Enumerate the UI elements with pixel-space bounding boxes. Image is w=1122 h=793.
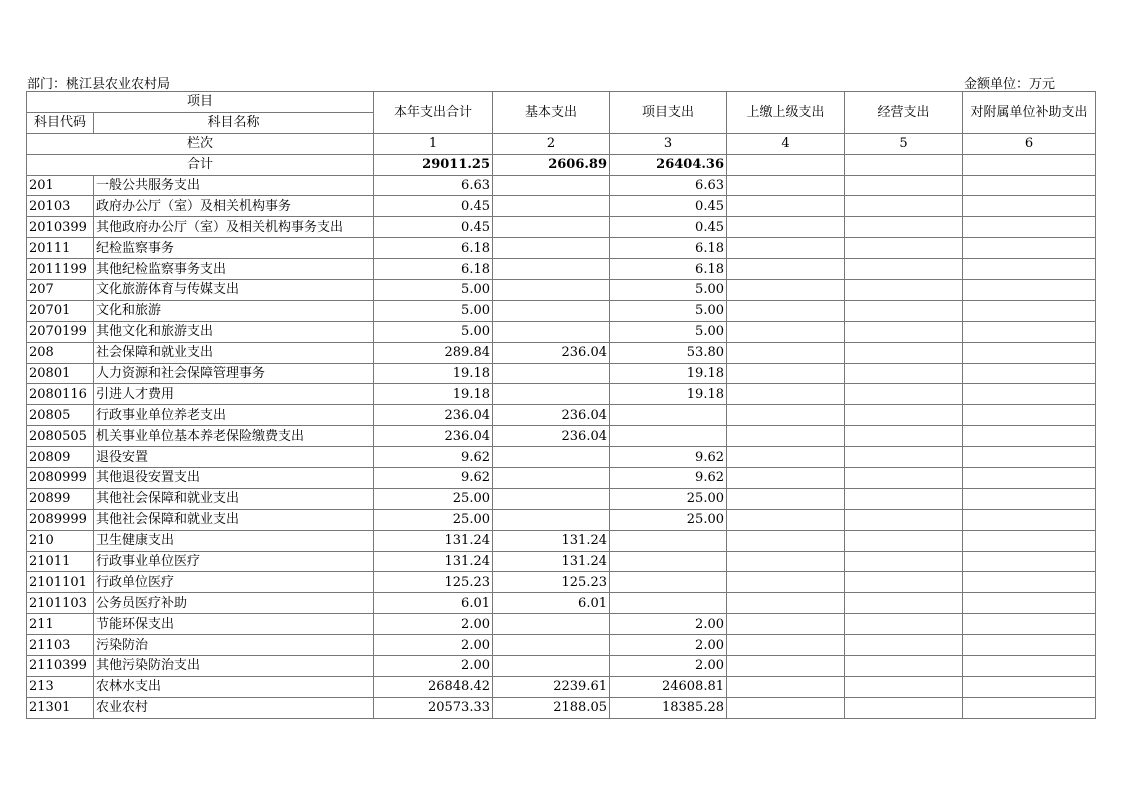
row-business bbox=[845, 342, 963, 363]
table-row bbox=[27, 676, 1096, 697]
table-row bbox=[27, 551, 1096, 572]
row-total: 5.00 bbox=[374, 280, 493, 301]
row-upper bbox=[727, 509, 845, 530]
row-basic bbox=[493, 280, 610, 301]
row-name: 其他政府办公厅（室）及相关机构事务支出 bbox=[94, 217, 374, 238]
row-project: 25.00 bbox=[610, 488, 727, 509]
row-code: 20805 bbox=[27, 405, 94, 426]
row-total: 6.18 bbox=[374, 238, 493, 259]
row-total: 0.45 bbox=[374, 196, 493, 217]
row-subsidy bbox=[963, 468, 1096, 489]
header-total: 本年支出合计 bbox=[374, 92, 493, 134]
header-row-1 bbox=[27, 92, 1096, 113]
row-business bbox=[845, 697, 963, 718]
row-subsidy bbox=[963, 196, 1096, 217]
row-code: 211 bbox=[27, 614, 94, 635]
table-row bbox=[27, 342, 1096, 363]
row-name: 其他文化和旅游支出 bbox=[94, 321, 374, 342]
row-subsidy bbox=[963, 530, 1096, 551]
row-name: 文化旅游体育与传媒支出 bbox=[94, 280, 374, 301]
header-name: 科目名称 bbox=[94, 112, 374, 133]
row-subsidy bbox=[963, 405, 1096, 426]
row-basic: 131.24 bbox=[493, 530, 610, 551]
table-row bbox=[27, 426, 1096, 447]
row-name: 引进人才费用 bbox=[94, 384, 374, 405]
row-code: 2101101 bbox=[27, 572, 94, 593]
row-project: 5.00 bbox=[610, 300, 727, 321]
row-business bbox=[845, 509, 963, 530]
row-business bbox=[845, 551, 963, 572]
row-project: 9.62 bbox=[610, 447, 727, 468]
expenditure-table bbox=[26, 91, 1096, 719]
row-business bbox=[845, 614, 963, 635]
row-upper bbox=[727, 593, 845, 614]
row-basic bbox=[493, 363, 610, 384]
row-name: 文化和旅游 bbox=[94, 300, 374, 321]
row-code: 2080505 bbox=[27, 426, 94, 447]
row-basic bbox=[493, 656, 610, 677]
row-basic bbox=[493, 196, 610, 217]
row-total: 19.18 bbox=[374, 363, 493, 384]
row-name: 一般公共服务支出 bbox=[94, 175, 374, 196]
row-code: 2089999 bbox=[27, 509, 94, 530]
row-basic: 2188.05 bbox=[493, 697, 610, 718]
row-code: 210 bbox=[27, 530, 94, 551]
row-total: 6.63 bbox=[374, 175, 493, 196]
table-row bbox=[27, 572, 1096, 593]
amount-unit-label: 金额单位：万元 bbox=[964, 77, 1056, 92]
row-basic: 236.04 bbox=[493, 342, 610, 363]
summary-row bbox=[27, 154, 1096, 175]
row-subsidy bbox=[963, 259, 1096, 280]
row-upper bbox=[727, 551, 845, 572]
row-code: 20899 bbox=[27, 488, 94, 509]
row-project: 2.00 bbox=[610, 635, 727, 656]
column-index-row bbox=[27, 133, 1096, 154]
row-project: 18385.28 bbox=[610, 697, 727, 718]
row-upper bbox=[727, 259, 845, 280]
row-business bbox=[845, 405, 963, 426]
row-basic bbox=[493, 468, 610, 489]
row-business bbox=[845, 196, 963, 217]
row-subsidy bbox=[963, 635, 1096, 656]
table-row bbox=[27, 238, 1096, 259]
row-business bbox=[845, 593, 963, 614]
row-code: 2010399 bbox=[27, 217, 94, 238]
row-subsidy bbox=[963, 509, 1096, 530]
row-business bbox=[845, 280, 963, 301]
row-basic bbox=[493, 635, 610, 656]
row-business bbox=[845, 321, 963, 342]
table-row bbox=[27, 321, 1096, 342]
row-business bbox=[845, 468, 963, 489]
row-name: 其他社会保障和就业支出 bbox=[94, 488, 374, 509]
row-subsidy bbox=[963, 697, 1096, 718]
summary-subsidy bbox=[963, 154, 1096, 175]
row-subsidy bbox=[963, 676, 1096, 697]
row-upper bbox=[727, 217, 845, 238]
row-business bbox=[845, 426, 963, 447]
row-subsidy bbox=[963, 342, 1096, 363]
row-name: 社会保障和就业支出 bbox=[94, 342, 374, 363]
row-total: 6.18 bbox=[374, 259, 493, 280]
row-upper bbox=[727, 656, 845, 677]
row-name: 污染防治 bbox=[94, 635, 374, 656]
row-name: 退役安置 bbox=[94, 447, 374, 468]
row-subsidy bbox=[963, 426, 1096, 447]
table-row bbox=[27, 384, 1096, 405]
row-business bbox=[845, 217, 963, 238]
summary-label: 合计 bbox=[27, 154, 374, 175]
row-subsidy bbox=[963, 363, 1096, 384]
row-name: 农业农村 bbox=[94, 697, 374, 718]
row-name: 其他污染防治支出 bbox=[94, 656, 374, 677]
row-business bbox=[845, 363, 963, 384]
row-upper bbox=[727, 426, 845, 447]
row-code: 21103 bbox=[27, 635, 94, 656]
row-subsidy bbox=[963, 447, 1096, 468]
row-total: 25.00 bbox=[374, 509, 493, 530]
row-subsidy bbox=[963, 593, 1096, 614]
row-business bbox=[845, 238, 963, 259]
summary-total: 29011.25 bbox=[374, 154, 493, 175]
row-basic: 2239.61 bbox=[493, 676, 610, 697]
row-basic bbox=[493, 509, 610, 530]
row-total: 131.24 bbox=[374, 530, 493, 551]
row-total: 25.00 bbox=[374, 488, 493, 509]
header-subsidy: 对附属单位补助支出 bbox=[963, 92, 1096, 134]
row-upper bbox=[727, 280, 845, 301]
row-name: 节能环保支出 bbox=[94, 614, 374, 635]
table-row bbox=[27, 405, 1096, 426]
row-project bbox=[610, 426, 727, 447]
table-row bbox=[27, 614, 1096, 635]
row-subsidy bbox=[963, 175, 1096, 196]
row-project: 6.63 bbox=[610, 175, 727, 196]
row-basic: 236.04 bbox=[493, 405, 610, 426]
row-code: 20701 bbox=[27, 300, 94, 321]
table-row bbox=[27, 447, 1096, 468]
row-code: 21301 bbox=[27, 697, 94, 718]
table-row bbox=[27, 697, 1096, 718]
row-upper bbox=[727, 363, 845, 384]
table-row bbox=[27, 530, 1096, 551]
row-subsidy bbox=[963, 217, 1096, 238]
summary-project: 26404.36 bbox=[610, 154, 727, 175]
row-code: 20801 bbox=[27, 363, 94, 384]
row-subsidy bbox=[963, 321, 1096, 342]
row-code: 2080999 bbox=[27, 468, 94, 489]
row-upper bbox=[727, 530, 845, 551]
table-row bbox=[27, 196, 1096, 217]
row-name: 其他社会保障和就业支出 bbox=[94, 509, 374, 530]
row-project: 19.18 bbox=[610, 384, 727, 405]
row-project bbox=[610, 530, 727, 551]
row-total: 289.84 bbox=[374, 342, 493, 363]
table-row bbox=[27, 217, 1096, 238]
row-total: 5.00 bbox=[374, 300, 493, 321]
column-index-1: 1 bbox=[374, 133, 493, 154]
row-total: 2.00 bbox=[374, 635, 493, 656]
row-business bbox=[845, 635, 963, 656]
row-subsidy bbox=[963, 238, 1096, 259]
row-upper bbox=[727, 405, 845, 426]
row-project: 2.00 bbox=[610, 656, 727, 677]
row-project: 0.45 bbox=[610, 196, 727, 217]
row-upper bbox=[727, 697, 845, 718]
row-upper bbox=[727, 447, 845, 468]
header-item: 项目 bbox=[27, 92, 374, 113]
row-project: 5.00 bbox=[610, 321, 727, 342]
column-index-6: 6 bbox=[963, 133, 1096, 154]
row-subsidy bbox=[963, 488, 1096, 509]
row-basic: 6.01 bbox=[493, 593, 610, 614]
row-upper bbox=[727, 196, 845, 217]
row-upper bbox=[727, 468, 845, 489]
row-upper bbox=[727, 384, 845, 405]
row-total: 5.00 bbox=[374, 321, 493, 342]
row-name: 行政事业单位医疗 bbox=[94, 551, 374, 572]
row-project: 2.00 bbox=[610, 614, 727, 635]
row-name: 农林水支出 bbox=[94, 676, 374, 697]
row-code: 20111 bbox=[27, 238, 94, 259]
row-total: 9.62 bbox=[374, 468, 493, 489]
header-upper: 上缴上级支出 bbox=[727, 92, 845, 134]
row-upper bbox=[727, 572, 845, 593]
row-subsidy bbox=[963, 572, 1096, 593]
row-total: 26848.42 bbox=[374, 676, 493, 697]
row-code: 2011199 bbox=[27, 259, 94, 280]
column-index-label: 栏次 bbox=[27, 133, 374, 154]
row-name: 卫生健康支出 bbox=[94, 530, 374, 551]
row-project: 25.00 bbox=[610, 509, 727, 530]
table-row bbox=[27, 593, 1096, 614]
table-row bbox=[27, 363, 1096, 384]
row-code: 21011 bbox=[27, 551, 94, 572]
row-business bbox=[845, 488, 963, 509]
row-name: 行政事业单位养老支出 bbox=[94, 405, 374, 426]
row-basic bbox=[493, 614, 610, 635]
row-basic bbox=[493, 175, 610, 196]
header-business: 经营支出 bbox=[845, 92, 963, 134]
row-code: 20809 bbox=[27, 447, 94, 468]
row-project bbox=[610, 593, 727, 614]
row-business bbox=[845, 676, 963, 697]
table-body bbox=[27, 92, 1096, 719]
row-name: 公务员医疗补助 bbox=[94, 593, 374, 614]
row-project: 6.18 bbox=[610, 259, 727, 280]
row-code: 2101103 bbox=[27, 593, 94, 614]
row-code: 2070199 bbox=[27, 321, 94, 342]
table-row bbox=[27, 468, 1096, 489]
row-basic bbox=[493, 488, 610, 509]
row-basic: 131.24 bbox=[493, 551, 610, 572]
row-total: 0.45 bbox=[374, 217, 493, 238]
row-total: 125.23 bbox=[374, 572, 493, 593]
row-subsidy bbox=[963, 300, 1096, 321]
row-basic bbox=[493, 447, 610, 468]
header-code: 科目代码 bbox=[27, 112, 94, 133]
row-basic: 125.23 bbox=[493, 572, 610, 593]
row-project: 9.62 bbox=[610, 468, 727, 489]
row-basic bbox=[493, 384, 610, 405]
row-subsidy bbox=[963, 280, 1096, 301]
summary-upper bbox=[727, 154, 845, 175]
table-row bbox=[27, 175, 1096, 196]
table-row bbox=[27, 635, 1096, 656]
row-business bbox=[845, 259, 963, 280]
row-business bbox=[845, 300, 963, 321]
header-basic: 基本支出 bbox=[493, 92, 610, 134]
row-basic bbox=[493, 300, 610, 321]
row-basic bbox=[493, 259, 610, 280]
row-code: 213 bbox=[27, 676, 94, 697]
row-project: 0.45 bbox=[610, 217, 727, 238]
row-code: 201 bbox=[27, 175, 94, 196]
row-code: 207 bbox=[27, 280, 94, 301]
row-total: 20573.33 bbox=[374, 697, 493, 718]
table-row bbox=[27, 488, 1096, 509]
row-total: 9.62 bbox=[374, 447, 493, 468]
row-total: 236.04 bbox=[374, 426, 493, 447]
row-upper bbox=[727, 238, 845, 259]
table-row bbox=[27, 509, 1096, 530]
row-upper bbox=[727, 342, 845, 363]
row-subsidy bbox=[963, 614, 1096, 635]
column-index-4: 4 bbox=[727, 133, 845, 154]
row-subsidy bbox=[963, 656, 1096, 677]
table-row bbox=[27, 280, 1096, 301]
row-basic bbox=[493, 238, 610, 259]
row-total: 2.00 bbox=[374, 614, 493, 635]
row-project: 53.80 bbox=[610, 342, 727, 363]
table-row bbox=[27, 300, 1096, 321]
row-project bbox=[610, 405, 727, 426]
row-business bbox=[845, 656, 963, 677]
row-name: 纪检监察事务 bbox=[94, 238, 374, 259]
row-business bbox=[845, 384, 963, 405]
row-business bbox=[845, 175, 963, 196]
column-index-2: 2 bbox=[493, 133, 610, 154]
row-upper bbox=[727, 488, 845, 509]
department-label: 部门：桃江县农业农村局 bbox=[27, 77, 171, 92]
table-row bbox=[27, 259, 1096, 280]
row-basic: 236.04 bbox=[493, 426, 610, 447]
row-total: 19.18 bbox=[374, 384, 493, 405]
row-business bbox=[845, 530, 963, 551]
column-index-3: 3 bbox=[610, 133, 727, 154]
row-basic bbox=[493, 217, 610, 238]
row-project bbox=[610, 551, 727, 572]
row-project: 19.18 bbox=[610, 363, 727, 384]
row-project bbox=[610, 572, 727, 593]
row-name: 机关事业单位基本养老保险缴费支出 bbox=[94, 426, 374, 447]
row-project: 5.00 bbox=[610, 280, 727, 301]
row-code: 2080116 bbox=[27, 384, 94, 405]
summary-business bbox=[845, 154, 963, 175]
row-code: 20103 bbox=[27, 196, 94, 217]
table-row bbox=[27, 656, 1096, 677]
row-name: 政府办公厅（室）及相关机构事务 bbox=[94, 196, 374, 217]
row-upper bbox=[727, 614, 845, 635]
column-index-5: 5 bbox=[845, 133, 963, 154]
row-name: 人力资源和社会保障管理事务 bbox=[94, 363, 374, 384]
row-upper bbox=[727, 175, 845, 196]
row-project: 24608.81 bbox=[610, 676, 727, 697]
row-project: 6.18 bbox=[610, 238, 727, 259]
row-total: 6.01 bbox=[374, 593, 493, 614]
row-subsidy bbox=[963, 384, 1096, 405]
row-subsidy bbox=[963, 551, 1096, 572]
row-name: 其他纪检监察事务支出 bbox=[94, 259, 374, 280]
header-project: 项目支出 bbox=[610, 92, 727, 134]
row-name: 行政单位医疗 bbox=[94, 572, 374, 593]
row-upper bbox=[727, 635, 845, 656]
row-basic bbox=[493, 321, 610, 342]
row-upper bbox=[727, 300, 845, 321]
row-name: 其他退役安置支出 bbox=[94, 468, 374, 489]
row-business bbox=[845, 447, 963, 468]
row-total: 2.00 bbox=[374, 656, 493, 677]
row-total: 131.24 bbox=[374, 551, 493, 572]
row-code: 2110399 bbox=[27, 656, 94, 677]
row-upper bbox=[727, 321, 845, 342]
row-business bbox=[845, 572, 963, 593]
summary-basic: 2606.89 bbox=[493, 154, 610, 175]
row-total: 236.04 bbox=[374, 405, 493, 426]
row-code: 208 bbox=[27, 342, 94, 363]
row-upper bbox=[727, 676, 845, 697]
